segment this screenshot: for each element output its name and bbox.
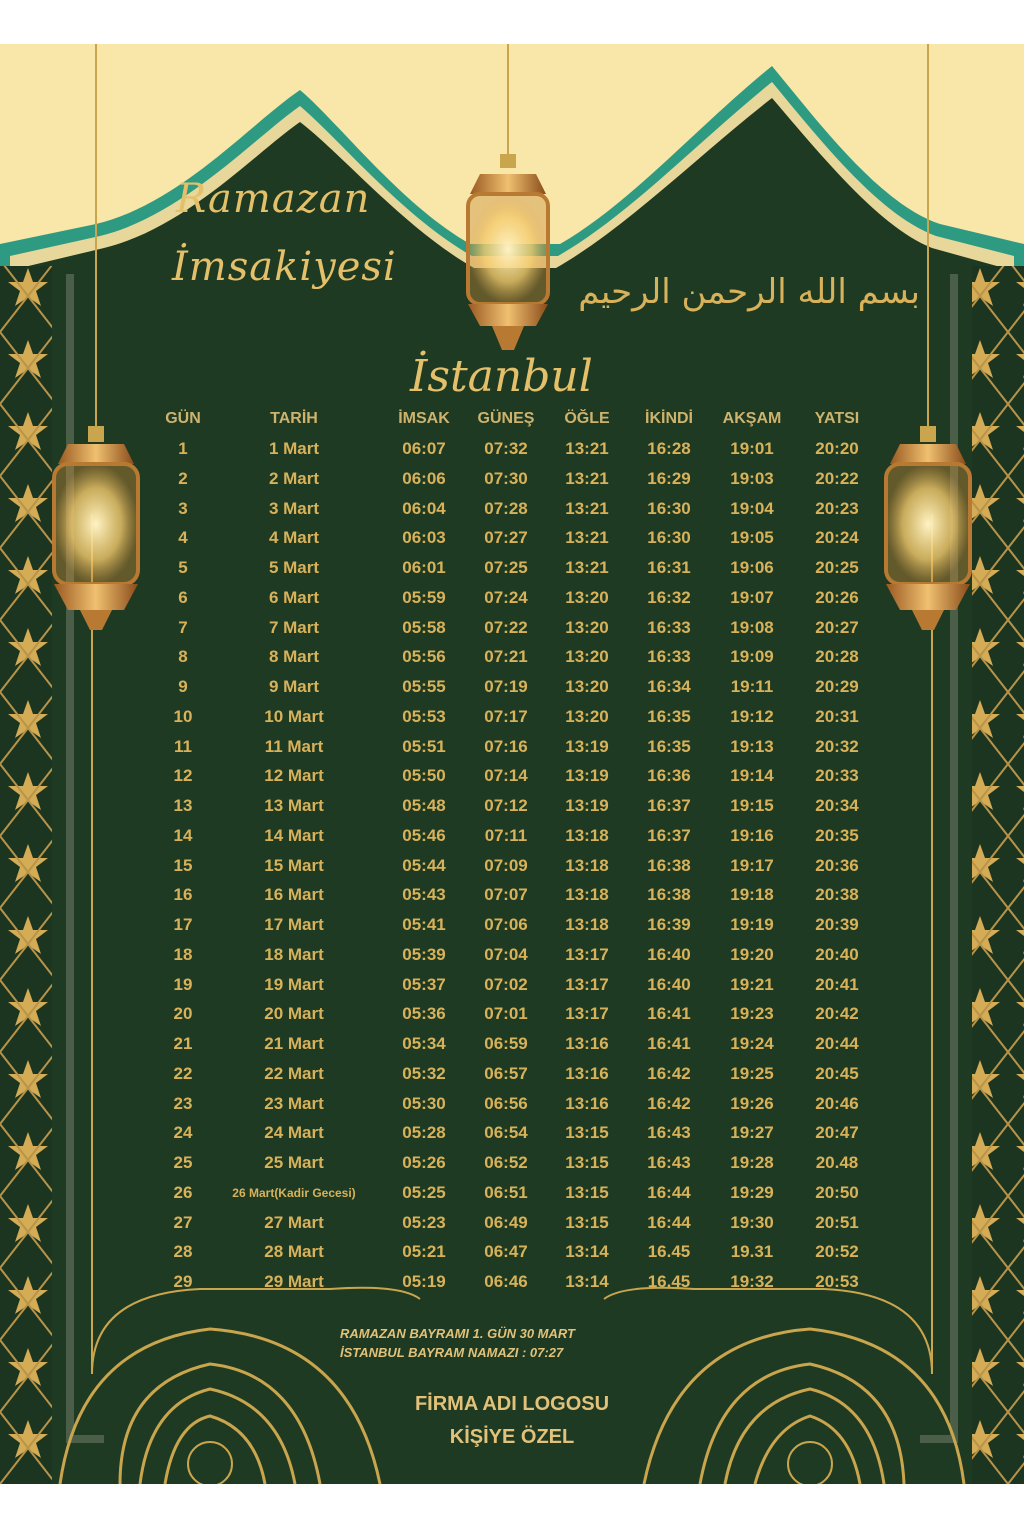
cell-day: 16 bbox=[173, 885, 193, 905]
cell-yatsi: 20:31 bbox=[815, 706, 859, 726]
cell-gunes: 06:56 bbox=[484, 1093, 528, 1113]
cell-imsak: 05:51 bbox=[402, 736, 446, 756]
cell-date: 17 Mart bbox=[264, 915, 324, 934]
cell-imsak: 05:19 bbox=[402, 1272, 446, 1291]
table-row bbox=[0, 853, 1024, 879]
cell-date: 29 Mart bbox=[264, 1272, 324, 1291]
cell-imsak: 05:25 bbox=[402, 1182, 446, 1202]
cell-aksam: 19:16 bbox=[730, 825, 774, 845]
table-row bbox=[0, 972, 1024, 998]
table-row bbox=[0, 704, 1024, 730]
table-header-row bbox=[0, 406, 1024, 432]
cell-ikindi: 16:32 bbox=[647, 587, 691, 607]
cell-date: 19 Mart bbox=[264, 974, 324, 994]
cell-ikindi: 16:33 bbox=[647, 647, 691, 667]
table-row bbox=[0, 882, 1024, 908]
cell-ogle: 13:21 bbox=[565, 498, 609, 518]
cell-date: 20 Mart bbox=[264, 1004, 324, 1024]
cell-ogle: 13:14 bbox=[565, 1242, 609, 1262]
cell-gunes: 07:28 bbox=[484, 498, 528, 518]
cell-imsak: 05:28 bbox=[402, 1123, 446, 1143]
cell-ikindi: 16:35 bbox=[647, 706, 691, 726]
cell-ikindi: 16:40 bbox=[647, 944, 691, 964]
cell-aksam: 19:23 bbox=[730, 1004, 774, 1024]
cell-gunes: 06:46 bbox=[484, 1272, 528, 1291]
table-row bbox=[0, 1180, 1024, 1206]
cell-yatsi: 20:40 bbox=[815, 944, 859, 964]
cell-aksam: 19:11 bbox=[730, 677, 774, 696]
cell-ikindi: 16:38 bbox=[647, 885, 691, 905]
cell-gunes: 07:07 bbox=[484, 885, 528, 905]
cell-date: 1 Mart bbox=[268, 439, 320, 458]
cell-imsak: 06:01 bbox=[402, 558, 446, 577]
cell-imsak: 05:58 bbox=[402, 617, 446, 637]
cell-ikindi: 16:42 bbox=[647, 1093, 691, 1113]
table-row bbox=[0, 823, 1024, 849]
cell-ikindi: 16:40 bbox=[647, 974, 691, 994]
cell-ogle: 13:18 bbox=[565, 855, 609, 875]
header-aksam: AKŞAM bbox=[722, 410, 782, 427]
cell-day: 19 bbox=[173, 974, 193, 994]
cell-ikindi: 16.45 bbox=[647, 1272, 691, 1291]
cell-gunes: 07:27 bbox=[484, 528, 528, 548]
cell-yatsi: 20:51 bbox=[815, 1212, 859, 1232]
cell-yatsi: 20:28 bbox=[815, 647, 859, 667]
cell-ikindi: 16:28 bbox=[647, 439, 691, 458]
cell-ikindi: 16:44 bbox=[647, 1182, 691, 1202]
cell-yatsi: 20:45 bbox=[815, 1063, 859, 1083]
bayram-date-note: RAMAZAN BAYRAMI 1. GÜN 30 MART bbox=[340, 1326, 575, 1341]
cell-ogle: 13:18 bbox=[565, 915, 609, 934]
cell-imsak: 05:46 bbox=[402, 825, 446, 845]
cell-aksam: 19:03 bbox=[730, 468, 774, 488]
table-row bbox=[0, 1210, 1024, 1236]
cell-imsak: 06:03 bbox=[402, 528, 446, 548]
cell-date: 2 Mart bbox=[268, 468, 320, 488]
cell-imsak: 05:41 bbox=[402, 915, 446, 934]
table-row bbox=[0, 734, 1024, 760]
cell-imsak: 05:34 bbox=[402, 1034, 446, 1053]
header-imsak: İMSAK bbox=[398, 410, 450, 427]
cell-gunes: 07:22 bbox=[484, 617, 528, 637]
cell-aksam: 19:32 bbox=[730, 1272, 774, 1291]
cell-yatsi: 20:34 bbox=[815, 796, 859, 815]
cell-date: 27 Mart bbox=[264, 1212, 324, 1232]
table-row bbox=[0, 674, 1024, 700]
header-tarih: TARİH bbox=[270, 410, 318, 427]
cell-gunes: 07:11 bbox=[484, 825, 528, 845]
cell-date: 6 Mart bbox=[268, 587, 320, 607]
cell-aksam: 19:26 bbox=[730, 1093, 774, 1113]
cell-day: 14 bbox=[173, 825, 193, 845]
cell-ikindi: 16:43 bbox=[647, 1123, 691, 1143]
cell-yatsi: 20.48 bbox=[815, 1153, 859, 1172]
cell-ogle: 13:16 bbox=[565, 1093, 609, 1113]
cell-ogle: 13:15 bbox=[565, 1123, 609, 1143]
cell-yatsi: 20:50 bbox=[815, 1182, 859, 1202]
cell-date: 12 Mart bbox=[264, 766, 324, 786]
cell-ikindi: 16:37 bbox=[647, 796, 691, 815]
cell-yatsi: 20:44 bbox=[815, 1034, 859, 1053]
cell-gunes: 07:04 bbox=[484, 944, 528, 964]
cell-aksam: 19:13 bbox=[730, 736, 774, 756]
cell-ikindi: 16:36 bbox=[647, 766, 691, 786]
cell-gunes: 07:01 bbox=[484, 1004, 528, 1024]
cell-aksam: 19:20 bbox=[730, 944, 774, 964]
cell-yatsi: 20:26 bbox=[815, 587, 859, 607]
cell-yatsi: 20:32 bbox=[815, 736, 859, 756]
cell-ogle: 13:19 bbox=[565, 766, 609, 786]
footer-branding bbox=[312, 1388, 712, 1454]
cell-gunes: 07:12 bbox=[484, 796, 528, 815]
cell-aksam: 19:30 bbox=[730, 1212, 774, 1232]
cell-date: 8 Mart bbox=[268, 647, 320, 667]
cell-ogle: 13:14 bbox=[565, 1272, 609, 1291]
cell-imsak: 05:36 bbox=[402, 1004, 446, 1024]
cell-aksam: 19:25 bbox=[730, 1063, 774, 1083]
cell-imsak: 05:30 bbox=[402, 1093, 446, 1113]
cell-gunes: 07:25 bbox=[484, 558, 528, 577]
cell-day: 9 bbox=[178, 677, 188, 696]
cell-ogle: 13:15 bbox=[565, 1212, 609, 1232]
cell-ogle: 13:19 bbox=[565, 736, 609, 756]
table-row bbox=[0, 436, 1024, 462]
cell-date: 25 Mart bbox=[264, 1153, 324, 1172]
cell-imsak: 05:32 bbox=[402, 1063, 446, 1083]
cell-day: 15 bbox=[173, 855, 193, 875]
cell-yatsi: 20:36 bbox=[815, 855, 859, 875]
header-gun: GÜN bbox=[165, 410, 201, 427]
cell-aksam: 19:01 bbox=[730, 439, 774, 458]
cell-gunes: 06:57 bbox=[484, 1063, 528, 1083]
company-logo-text: FİRMA ADI LOGOSU bbox=[414, 1393, 610, 1415]
cell-yatsi: 20:27 bbox=[815, 617, 859, 637]
cell-ogle: 13:20 bbox=[565, 617, 609, 637]
cell-aksam: 19:07 bbox=[730, 587, 774, 607]
cell-day: 6 bbox=[178, 587, 188, 607]
cell-ogle: 13:15 bbox=[565, 1153, 609, 1172]
cell-imsak: 06:04 bbox=[402, 498, 446, 518]
cell-aksam: 19:29 bbox=[730, 1182, 774, 1202]
table-row bbox=[0, 1120, 1024, 1146]
cell-date: 13 Mart bbox=[264, 796, 324, 815]
cell-aksam: 19:04 bbox=[730, 498, 774, 518]
cell-yatsi: 20:47 bbox=[815, 1123, 859, 1143]
table-row bbox=[0, 1061, 1024, 1087]
cell-imsak: 05:53 bbox=[402, 706, 446, 726]
cell-aksam: 19:28 bbox=[730, 1153, 774, 1172]
cell-gunes: 07:14 bbox=[484, 766, 528, 786]
cell-aksam: 19:19 bbox=[730, 915, 774, 934]
cell-ikindi: 16:44 bbox=[647, 1212, 691, 1232]
cell-imsak: 05:26 bbox=[402, 1153, 446, 1172]
cell-day: 3 bbox=[178, 498, 188, 518]
cell-aksam: 19:21 bbox=[730, 974, 774, 994]
cell-day: 26 bbox=[173, 1182, 193, 1202]
cell-imsak: 05:37 bbox=[402, 974, 446, 994]
cell-gunes: 06:47 bbox=[484, 1242, 528, 1262]
cell-day: 21 bbox=[173, 1034, 193, 1053]
cell-imsak: 05:23 bbox=[402, 1212, 446, 1232]
cell-gunes: 06:52 bbox=[484, 1153, 528, 1172]
cell-imsak: 05:48 bbox=[402, 796, 446, 815]
table-row bbox=[0, 555, 1024, 581]
table-row bbox=[0, 912, 1024, 938]
cell-aksam: 19:17 bbox=[730, 855, 774, 875]
cell-imsak: 05:50 bbox=[402, 766, 446, 786]
header-yatsi: YATSI bbox=[814, 410, 860, 427]
cell-date: 14 Mart bbox=[264, 825, 324, 845]
cell-ogle: 13:16 bbox=[565, 1063, 609, 1083]
title-imsakiyesi: İmsakiyesi bbox=[172, 244, 397, 290]
cell-yatsi: 20:39 bbox=[815, 915, 859, 934]
cell-day: 1 bbox=[178, 439, 188, 458]
table-row bbox=[0, 1269, 1024, 1295]
cell-imsak: 05:43 bbox=[402, 885, 446, 905]
cell-aksam: 19:05 bbox=[730, 528, 774, 548]
cell-imsak: 05:39 bbox=[402, 944, 446, 964]
cell-gunes: 07:21 bbox=[484, 647, 528, 667]
cell-imsak: 05:44 bbox=[402, 855, 446, 875]
cell-ikindi: 16:31 bbox=[647, 558, 691, 577]
cell-aksam: 19:06 bbox=[730, 558, 774, 577]
cell-ogle: 13:21 bbox=[565, 468, 609, 488]
cell-day: 20 bbox=[173, 1004, 193, 1024]
table-row bbox=[0, 1001, 1024, 1027]
cell-date: 7 Mart bbox=[268, 617, 320, 637]
cell-gunes: 07:24 bbox=[484, 587, 528, 607]
cell-aksam: 19:12 bbox=[730, 706, 774, 726]
cell-gunes: 07:17 bbox=[484, 706, 528, 726]
header-ogle: ÖĞLE bbox=[564, 410, 610, 427]
cell-yatsi: 20:33 bbox=[815, 766, 859, 786]
cell-date: 11 Mart bbox=[264, 736, 324, 756]
cell-gunes: 06:49 bbox=[484, 1212, 528, 1232]
cell-day: 11 bbox=[174, 736, 192, 756]
cell-yatsi: 20:35 bbox=[815, 825, 859, 845]
cell-yatsi: 20:29 bbox=[815, 677, 859, 696]
cell-aksam: 19.31 bbox=[730, 1242, 774, 1262]
cell-ogle: 13:21 bbox=[565, 439, 609, 458]
cell-day: 13 bbox=[173, 796, 193, 815]
cell-ikindi: 16:42 bbox=[647, 1063, 691, 1083]
table-row bbox=[0, 525, 1024, 551]
year-label: 2025 bbox=[720, 156, 822, 202]
basmala-calligraphy: بسم الله الرحمن الرحيم bbox=[578, 272, 920, 312]
cell-imsak: 06:06 bbox=[402, 468, 446, 488]
cell-ogle: 13:19 bbox=[565, 796, 609, 815]
cell-gunes: 06:59 bbox=[484, 1034, 528, 1053]
cell-gunes: 07:19 bbox=[484, 677, 528, 696]
cell-aksam: 19:24 bbox=[730, 1034, 774, 1053]
cell-date: 18 Mart bbox=[264, 944, 324, 964]
cell-date: 10 Mart bbox=[264, 706, 324, 726]
cell-ikindi: 16:41 bbox=[647, 1034, 691, 1053]
table-row bbox=[0, 1091, 1024, 1117]
table-row bbox=[0, 615, 1024, 641]
cell-date: 28 Mart bbox=[264, 1242, 324, 1262]
bayram-prayer-note: İSTANBUL BAYRAM NAMAZI : 07:27 bbox=[340, 1345, 564, 1360]
cell-day: 2 bbox=[178, 468, 188, 488]
cell-ogle: 13:15 bbox=[565, 1182, 609, 1202]
cell-day: 28 bbox=[173, 1242, 193, 1262]
cell-day: 25 bbox=[173, 1153, 193, 1172]
table-row bbox=[0, 1150, 1024, 1176]
cell-ogle: 13:16 bbox=[565, 1034, 609, 1053]
cell-gunes: 06:54 bbox=[484, 1123, 528, 1143]
cell-ogle: 13:20 bbox=[565, 647, 609, 667]
cell-imsak: 05:56 bbox=[402, 647, 446, 667]
cell-imsak: 05:21 bbox=[402, 1242, 446, 1262]
cell-ogle: 13:20 bbox=[565, 587, 609, 607]
title-ramazan: Ramazan bbox=[176, 176, 371, 222]
table-row bbox=[0, 1031, 1024, 1057]
cell-date: 9 Mart bbox=[268, 677, 320, 696]
table-row bbox=[0, 644, 1024, 670]
cell-ogle: 13:17 bbox=[565, 944, 609, 964]
ramadan-calendar-poster bbox=[0, 44, 1024, 1484]
cell-ikindi: 16:41 bbox=[647, 1004, 691, 1024]
cell-gunes: 07:06 bbox=[484, 915, 528, 934]
cell-aksam: 19:14 bbox=[730, 766, 774, 786]
cell-ikindi: 16.45 bbox=[647, 1242, 691, 1262]
cell-yatsi: 20:22 bbox=[815, 468, 859, 488]
cell-yatsi: 20:46 bbox=[815, 1093, 859, 1113]
cell-day: 22 bbox=[173, 1063, 193, 1083]
cell-date: 3 Mart bbox=[268, 498, 320, 518]
cell-aksam: 19:15 bbox=[730, 796, 774, 815]
cell-aksam: 19:18 bbox=[730, 885, 774, 905]
cell-day: 27 bbox=[173, 1212, 193, 1232]
cell-imsak: 06:07 bbox=[402, 439, 446, 458]
cell-ogle: 13:20 bbox=[565, 677, 609, 696]
cell-aksam: 19:08 bbox=[730, 617, 774, 637]
cell-date: 5 Mart bbox=[268, 558, 320, 577]
table-row bbox=[0, 496, 1024, 522]
cell-gunes: 07:16 bbox=[484, 736, 528, 756]
cell-day: 4 bbox=[178, 528, 188, 548]
cell-ikindi: 16:29 bbox=[647, 468, 691, 488]
cell-day: 12 bbox=[173, 766, 193, 786]
cell-date: 24 Mart bbox=[264, 1123, 324, 1143]
cell-gunes: 07:09 bbox=[484, 855, 528, 875]
cell-date: 23 Mart bbox=[264, 1093, 324, 1113]
table-row bbox=[0, 763, 1024, 789]
cell-day: 18 bbox=[173, 944, 193, 964]
cell-day: 17 bbox=[173, 915, 193, 934]
cell-gunes: 07:30 bbox=[484, 468, 528, 488]
cell-ikindi: 16:30 bbox=[647, 528, 691, 548]
cell-aksam: 19:09 bbox=[730, 647, 774, 667]
header-gunes: GÜNEŞ bbox=[477, 410, 535, 427]
cell-yatsi: 20:52 bbox=[815, 1242, 859, 1262]
cell-ikindi: 16:39 bbox=[647, 915, 691, 934]
cell-ogle: 13:20 bbox=[565, 706, 609, 726]
cell-ogle: 13:17 bbox=[565, 1004, 609, 1024]
cell-date: 22 Mart bbox=[264, 1063, 324, 1083]
cell-imsak: 05:59 bbox=[402, 587, 446, 607]
holiday-notes bbox=[340, 1324, 680, 1362]
cell-yatsi: 20:20 bbox=[815, 439, 859, 458]
cell-ikindi: 16:37 bbox=[647, 825, 691, 845]
cell-yatsi: 20:41 bbox=[815, 974, 859, 994]
cell-day: 5 bbox=[178, 558, 188, 577]
table-row bbox=[0, 942, 1024, 968]
cell-ogle: 13:17 bbox=[565, 974, 609, 994]
cell-aksam: 19:27 bbox=[730, 1123, 774, 1143]
cell-date: 16 Mart bbox=[264, 885, 324, 905]
cell-ikindi: 16:35 bbox=[647, 736, 691, 756]
table-row bbox=[0, 466, 1024, 492]
cell-yatsi: 20:23 bbox=[815, 498, 859, 518]
cell-ikindi: 16:43 bbox=[647, 1153, 691, 1172]
table-row bbox=[0, 793, 1024, 819]
cell-yatsi: 20:42 bbox=[815, 1004, 859, 1024]
cell-date: 21 Mart bbox=[264, 1034, 324, 1053]
cell-date: 4 Mart bbox=[268, 528, 320, 548]
cell-yatsi: 20:24 bbox=[815, 528, 859, 548]
cell-date: 15 Mart bbox=[264, 855, 324, 875]
cell-day: 23 bbox=[173, 1093, 193, 1113]
cell-ikindi: 16:38 bbox=[647, 855, 691, 875]
cell-day: 8 bbox=[178, 647, 188, 667]
cell-ikindi: 16:34 bbox=[647, 677, 691, 696]
cell-ogle: 13:18 bbox=[565, 825, 609, 845]
table-row bbox=[0, 585, 1024, 611]
cell-gunes: 07:02 bbox=[484, 974, 528, 994]
table-row bbox=[0, 1239, 1024, 1265]
cell-yatsi: 20:25 bbox=[815, 558, 859, 577]
cell-ikindi: 16:33 bbox=[647, 617, 691, 637]
cell-date: 26 Mart(Kadir Gecesi) bbox=[232, 1185, 356, 1200]
cell-yatsi: 20:53 bbox=[815, 1272, 859, 1291]
cell-yatsi: 20:38 bbox=[815, 885, 859, 905]
cell-ogle: 13:21 bbox=[565, 558, 609, 577]
cell-day: 7 bbox=[178, 617, 188, 637]
city-title: İstanbul bbox=[410, 351, 593, 402]
cell-imsak: 05:55 bbox=[402, 677, 446, 696]
cell-ogle: 13:18 bbox=[565, 885, 609, 905]
personalized-text: KİŞİYE ÖZEL bbox=[449, 1426, 575, 1448]
cell-gunes: 06:51 bbox=[484, 1182, 528, 1202]
cell-day: 24 bbox=[173, 1123, 193, 1143]
cell-ikindi: 16:30 bbox=[647, 498, 691, 518]
cell-gunes: 07:32 bbox=[484, 439, 528, 458]
cell-day: 10 bbox=[173, 706, 193, 726]
hanging-lantern-icon bbox=[468, 154, 548, 350]
cell-ogle: 13:21 bbox=[565, 528, 609, 548]
header-ikindi: İKİNDİ bbox=[645, 410, 693, 427]
cell-day: 29 bbox=[173, 1272, 193, 1291]
